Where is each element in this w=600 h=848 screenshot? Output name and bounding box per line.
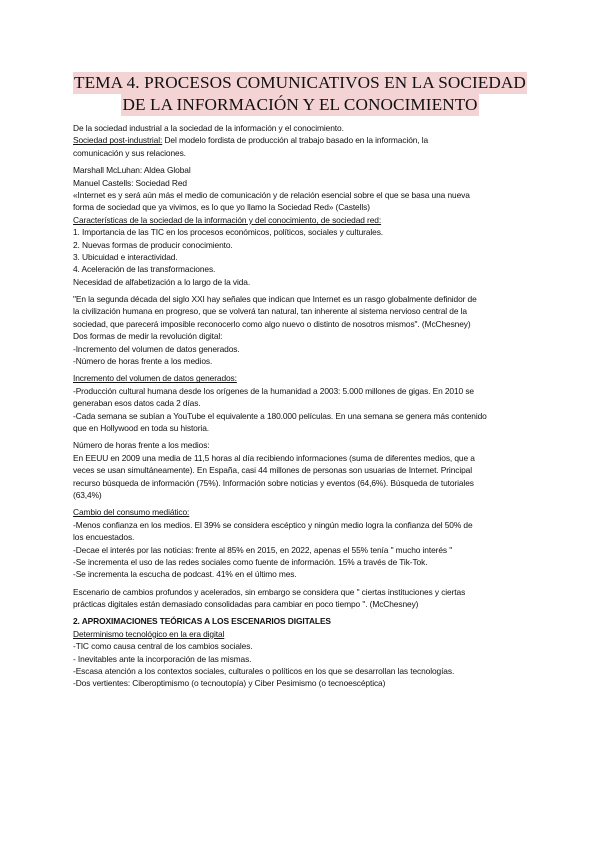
hours-line: veces se usan simultáneamente). En España, casi 44 millones de personas son usuarias de Internet. Principal — [73, 465, 472, 476]
hours-line: recurso búsqueda de información (75%). Información sobre noticias y eventos (64,6%). Búsqueda de tutoriales — [73, 477, 474, 488]
scenario-line: Escenario de cambios profundos y acelerados, sin embargo se considera que " ciertas instituciones y ciertas — [73, 586, 466, 597]
literacy-line: Necesidad de alfabetización a lo largo de la vida. — [73, 276, 251, 287]
volume-line: -Cada semana se subían a YouTube el equivalente a 180.000 películas. En una semana se genera más contenido — [73, 410, 487, 421]
title-line-1: TEMA 4. PROCESOS COMUNICATIVOS EN LA SOCIEDAD — [74, 73, 526, 92]
castells-line: Manuel Castells: Sociedad Red — [73, 177, 187, 188]
volume-line: -Producción cultural humana desde los orígenes de la humanidad a 2003: 5.000 millones de gigas. En 2010 se — [73, 385, 474, 396]
characteristic-item: 4. Aceleración de las transformaciones. — [73, 264, 216, 275]
volume-heading: Incremento del volumen de datos generados: — [73, 373, 237, 384]
consumption-line: -Decae el interés por las noticias: frente al 85% en 2015, en 2022, apenas el 55% tenía " mucho interés " — [73, 544, 453, 555]
section-2-subheading: Determinismo tecnológico en la era digital — [73, 628, 225, 639]
consumption-line: -Menos confianza en los medios. El 39% se considera escéptico y ningún medio logra la confianza del 50% de — [73, 519, 473, 530]
castells-quote-1: «Internet es y será aún más el medio de comunicación y de relación esencial sobre el que se basa una nueva — [73, 189, 470, 200]
form-item: -Incremento del volumen de datos generados. — [73, 343, 240, 354]
scenario-line: prácticas digitales están demasiado consolidadas para cambiar en poco tiempo ". (McChesney) — [73, 599, 419, 610]
consumption-line: -Se incrementa la escucha de podcast. 41% en el último mes. — [73, 569, 297, 580]
post-industrial-cont: comunicación y sus relaciones. — [73, 147, 186, 158]
hours-line: En EEUU en 2009 una media de 11,5 horas al día recibiendo informaciones (suma de diferentes medios, que a — [73, 452, 475, 463]
consumption-heading: Cambio del consumo mediático: — [73, 507, 190, 518]
section-2-line: - Inevitables ante la incorporación de las mismas. — [73, 653, 252, 664]
mcchesney-quote-line: la civilización humana en progreso, que se volverá tan natural, tan inherente al sistema nervioso central de la — [73, 306, 467, 317]
volume-line: generaban esos datos cada 2 días. — [73, 398, 201, 409]
intro-line: De la sociedad industrial a la sociedad de la información y el conocimiento. — [73, 123, 344, 133]
hours-heading: Número de horas frente a los medios: — [73, 440, 210, 451]
post-industrial-label: Sociedad post-industrial: — [73, 135, 163, 146]
mcluhan-line: Marshall McLuhan: Aldea Global — [73, 165, 191, 176]
mcchesney-quote-line: "En la segunda década del siglo XXI hay señales que indican que Internet es un rasgo globalmente definidor de — [73, 294, 477, 305]
title-line-2: DE LA INFORMACIÓN Y EL CONOCIMIENTO — [122, 95, 478, 114]
forms-heading: Dos formas de medir la revolución digital: — [73, 331, 223, 342]
characteristic-item: 2. Nuevas formas de producir conocimiento. — [73, 239, 233, 250]
section-2-heading: 2. APROXIMACIONES TEÓRICAS A LOS ESCENARIOS DIGITALES — [73, 616, 331, 627]
section-2-line: -Dos vertientes: Ciberoptimismo (o tecnoutopía) y Ciber Pesimismo (o tecnoescéptica) — [73, 678, 386, 689]
document-body — [73, 122, 528, 690]
volume-line: que en Hollywood en toda su historia. — [73, 422, 209, 433]
characteristic-item: 3. Ubicuidad e interactividad. — [73, 251, 178, 262]
form-item: -Número de horas frente a los medios. — [73, 356, 213, 367]
characteristic-item: 1. Importancia de las TIC en los procesos económicos, políticos, sociales y culturales. — [73, 227, 384, 238]
post-industrial-line — [73, 134, 528, 146]
castells-quote-2: forma de sociedad que ya vivimos, es lo que yo llamo la Sociedad Red» (Castells) — [73, 202, 370, 213]
hours-line: (63,4%) — [73, 489, 102, 500]
characteristics-heading: Características de la sociedad de la información y del conocimiento, de sociedad red: — [73, 214, 382, 225]
section-2-line: -TIC como causa central de los cambios sociales. — [73, 641, 253, 652]
document-title — [0, 72, 600, 116]
consumption-line: -Se incrementa el uso de las redes sociales como fuente de información. 15% a través de Tik-Tok. — [73, 556, 428, 567]
section-2-line: -Escasa atención a los contextos sociales, culturales o políticos en los que se desarrollan las tecnologías. — [73, 666, 455, 677]
mcchesney-quote-line: sociedad, que parecerá imposible reconocerlo como algo nuevo o distinto de nosotros mismos". (McChesney) — [73, 318, 471, 329]
consumption-line: los encuestados. — [73, 532, 135, 543]
post-industrial-text: Del modelo fordista de producción al trabajo basado en la información, la — [162, 135, 429, 146]
